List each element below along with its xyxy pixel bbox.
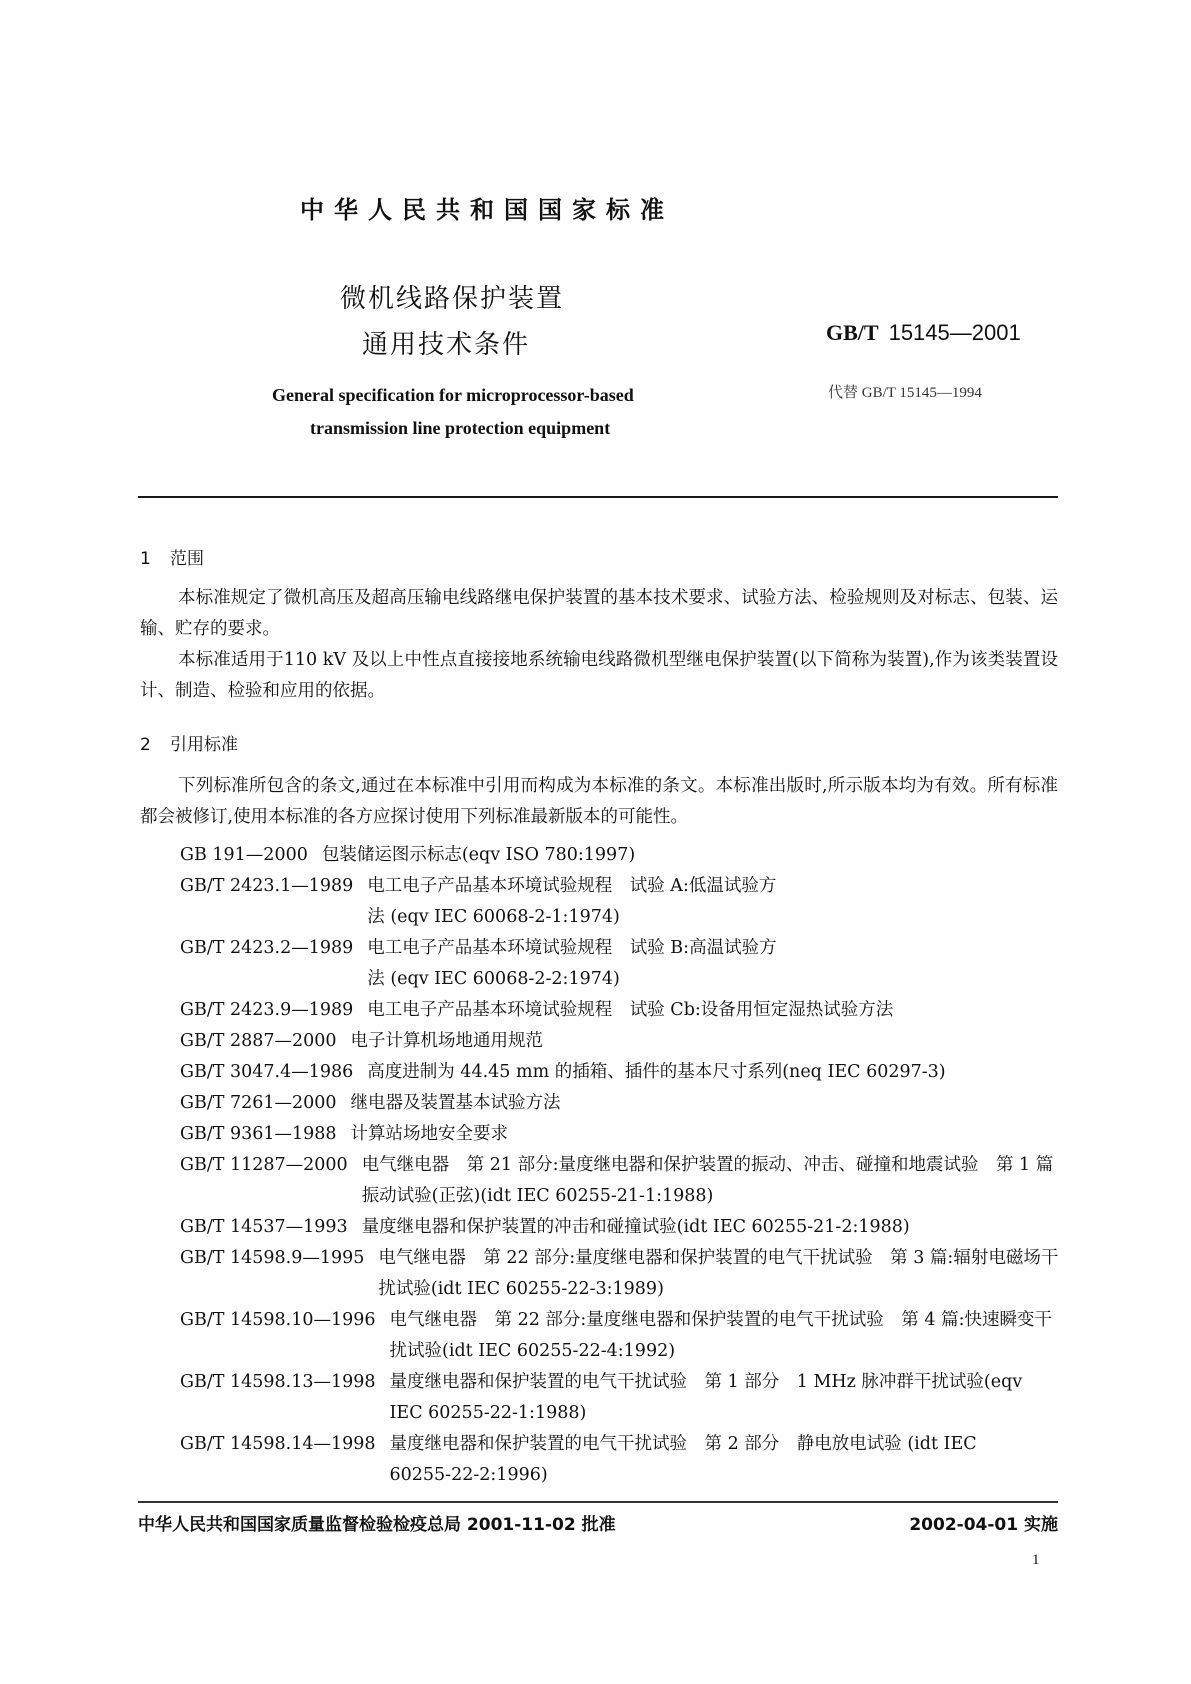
reference-code: GB/T 14598.10—1996 [180,1310,376,1330]
reference-title: 电工电子产品基本环境试验规程 试验 Cb:设备用恒定湿热试验方法 [367,1000,894,1020]
reference-title: 电气继电器 第 22 部分:量度继电器和保护装置的电气干扰试验 第 4 篇:快速瞬变干扰试验(idt IEC 60255-22-4:1992) [389,1310,1052,1361]
scope-paragraph-1: 本标准规定了微机高压及超高压输电线路继电保护装置的基本技术要求、试验方法、检验规则及对标志、包装、运输、贮存的要求。 [140,588,1058,639]
reference-item [180,1026,1060,1057]
title-cn-line2: 通用技术条件 [362,330,531,360]
reference-title: 电子计算机场地通用规范 [350,1031,544,1051]
reference-title: 计算站场地安全要求 [350,1124,509,1144]
section-number: 1 [140,549,151,569]
section-heading-scope [140,544,204,569]
reference-code: GB/T 9361—1988 [180,1124,337,1144]
reference-item [180,1119,1060,1150]
scope-paragraph-2: 本标准适用于110 kV 及以上中性点直接接地系统输电线路微机型继电保护装置(以下简称为装置),作为该类装置设计、制造、检验和应用的依据。 [140,650,1058,701]
reference-item [180,1088,1060,1119]
standard-prefix: GB/T [826,320,879,345]
reference-item [180,1212,1060,1243]
section-title: 范围 [170,549,204,569]
title-cn-line1: 微机线路保护装置 [340,284,565,314]
reference-code: GB/T 14537—1993 [180,1217,348,1237]
reference-item [180,1150,1071,1212]
national-standard-label: 中华人民共和国国家标准 [300,196,674,224]
reference-item [180,840,1060,871]
implementation-date: 2002-04-01 实施 [909,1515,1058,1535]
section-title: 引用标准 [170,735,238,755]
title-en-line2: transmission line protection equipment [310,418,611,438]
reference-item [180,1057,1060,1088]
reference-title: 电气继电器 第 21 部分:量度继电器和保护装置的振动、冲击、碰撞和地震试验 第 1 篇 振动试验(正弦)(idt IEC 60255-21-1:1988) [361,1155,1071,1206]
reference-title: 继电器及装置基本试验方法 [350,1093,561,1113]
reference-item [180,1243,1060,1305]
reference-item [180,933,1060,995]
reference-item [180,1367,1060,1429]
reference-title: 电工电子产品基本环境试验规程 试验 A:低温试验方法 (eqv IEC 60068-2-1:1974) [367,876,777,927]
standard-number [826,320,1021,346]
replaces-standard: 代替 GB/T 15145—1994 [828,385,982,401]
reference-title: 量度继电器和保护装置的冲击和碰撞试验(idt IEC 60255-21-2:1988) [361,1217,910,1237]
reference-code: GB/T 11287—2000 [180,1155,348,1175]
reference-title: 包装储运图示标志(eqv ISO 780:1997) [321,845,636,865]
reference-title: 量度继电器和保护装置的电气干扰试验 第 2 部分 静电放电试验 (idt IEC 60255-22-2:1996) [389,1434,977,1485]
reference-title: 量度继电器和保护装置的电气干扰试验 第 1 部分 1 MHz 脉冲群干扰试验(eqv IEC 60255-22-1:1988) [389,1372,1023,1423]
reference-code: GB/T 2423.2—1989 [180,938,354,958]
reference-item [180,995,1060,1026]
reference-code: GB/T 7261—2000 [180,1093,337,1113]
reference-code: GB/T 2887—2000 [180,1031,337,1051]
reference-code: GB/T 2423.1—1989 [180,876,354,896]
reference-code: GB/T 14598.9—1995 [180,1248,365,1268]
reference-code: GB 191—2000 [180,845,308,865]
title-en-line1: General specification for microprocessor-based [272,385,634,405]
reference-title: 电工电子产品基本环境试验规程 试验 B:高温试验方法 (eqv IEC 60068-2-2:1974) [367,938,777,989]
page-number: 1 [1032,1552,1040,1568]
header-divider [138,496,1058,498]
section-heading-normative-references [140,730,238,755]
reference-code: GB/T 3047.4—1986 [180,1062,354,1082]
reference-item [180,871,1060,933]
reference-title: 高度进制为 44.45 mm 的插箱、插件的基本尺寸系列(neq IEC 60297-3) [367,1062,946,1082]
reference-title: 电气继电器 第 22 部分:量度继电器和保护装置的电气干扰试验 第 3 篇:辐射电磁场干扰试验(idt IEC 60255-22-3:1989) [378,1248,1059,1299]
reference-item [180,1305,1060,1367]
footer-divider [138,1501,1058,1503]
approval-statement: 中华人民共和国国家质量监督检验检疫总局 2001-11-02 批准 [138,1515,616,1535]
reference-item [180,1429,1060,1491]
section-number: 2 [140,735,151,755]
reference-code: GB/T 14598.14—1998 [180,1434,376,1454]
reference-code: GB/T 2423.9—1989 [180,1000,354,1020]
reference-list [180,840,1071,1491]
references-intro-paragraph: 下列标准所包含的条文,通过在本标准中引用而构成为本标准的条文。本标准出版时,所示版本均为有效。所有标准都会被修订,使用本标准的各方应探讨使用下列标准最新版本的可能性。 [140,776,1058,827]
reference-code: GB/T 14598.13—1998 [180,1372,376,1392]
standard-code: 15145—2001 [888,320,1021,345]
